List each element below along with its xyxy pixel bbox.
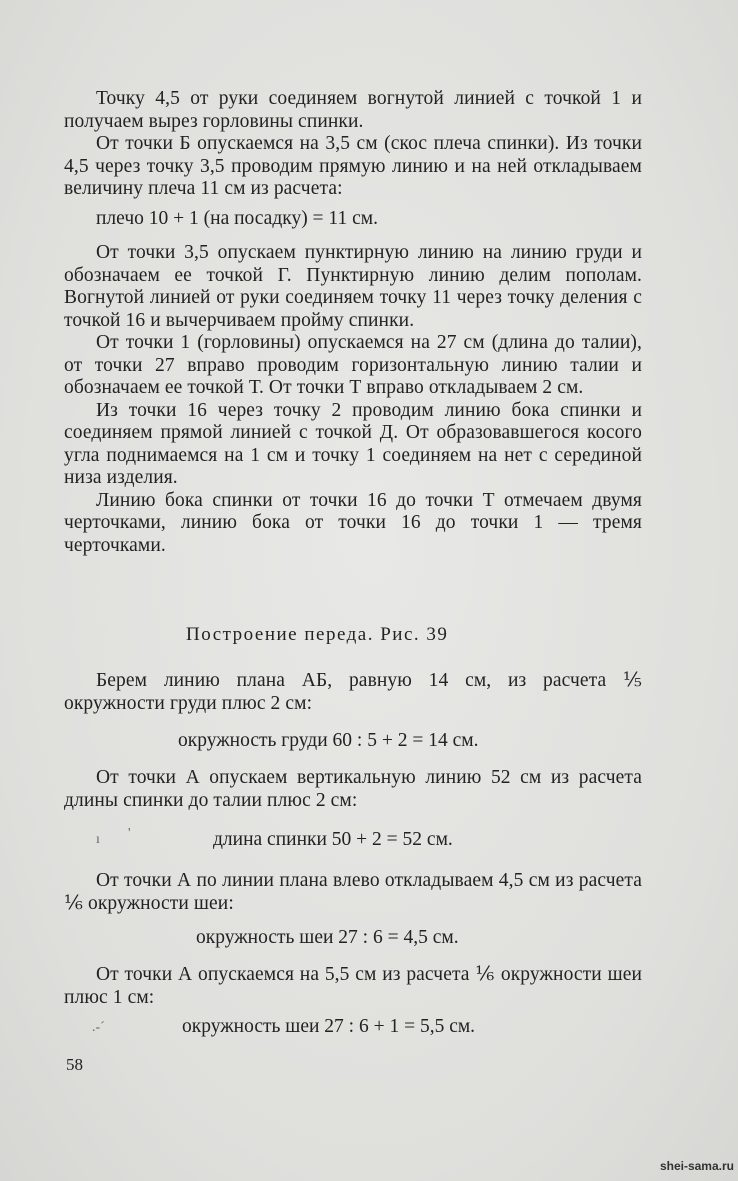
- text-block-5: [64, 870, 642, 915]
- text-block-3: [64, 670, 642, 715]
- text-block-4: [64, 767, 642, 812]
- paragraph: От точки А опускаем вертикальную линию 52 см из расчета длины спинки до талии плюс 2 см:: [64, 767, 642, 811]
- paragraph: Берем линию плана АБ, равную 14 см, из расчета ⅕ окружности груди плюс 2 см:: [64, 670, 642, 714]
- text-block-2: [64, 242, 642, 557]
- formula-shoulder: плечо 10 + 1 (на посадку) = 11 см.: [96, 208, 378, 229]
- formula-back-length: длина спинки 50 + 2 = 52 см.: [213, 829, 453, 850]
- paragraph: От точки 3,5 опускаем пунктирную линию на линию груди и обозначаем ее точкой Г. Пунктирную линию делим пополам. Вогнутой линией от руки соединяем точку 11 через точку деления с точкой 16 и вычерчиваем пройму спинки.: [64, 242, 642, 331]
- paragraph: От точки А опускаемся на 5,5 см из расчета ⅙ окружности шеи плюс 1 см:: [64, 964, 642, 1008]
- paragraph: От точки 1 (горловины) опускаемся на 27 см (длина до талии), от точки 27 вправо проводим горизонтальную линию талии и обозначаем ее точкой Т. От точки Т вправо откладываем 2 см.: [64, 332, 642, 398]
- page-number: 58: [66, 1055, 83, 1074]
- text-block-6: [64, 964, 642, 1009]
- section-heading: Построение переда. Рис. 39: [186, 624, 449, 645]
- print-speck: .-ˊ: [92, 1020, 105, 1035]
- formula-chest: окружность груди 60 : 5 + 2 = 14 см.: [178, 730, 479, 751]
- paragraph: От точки А по линии плана влево откладываем 4,5 см из расчета ⅙ окружности шеи:: [64, 870, 642, 914]
- paragraph: Из точки 16 через точку 2 проводим линию бока спинки и соединяем прямой линией с точкой Д. От образовавшегося косого угла поднимаемся на 1 см и точку 1 соединяем на нет с серединой низа изделия.: [64, 399, 642, 488]
- print-speck: ı: [96, 832, 100, 847]
- paragraph: От точки Б опускаемся на 3,5 см (скос плеча спинки). Из точки 4,5 через точку 3,5 проводим прямую линию и на ней откладываем величину плеча 11 см из расчета:: [64, 133, 642, 199]
- paragraph: Точку 4,5 от руки соединяем вогнутой линией с точкой 1 и получаем вырез горловины спинки.: [64, 88, 642, 132]
- paragraph: Линию бока спинки от точки 16 до точки Т отмечаем двумя черточками, линию бока от точки 16 до точки 1 — тремя черточками.: [64, 489, 642, 556]
- text-block-1: [64, 88, 642, 201]
- watermark: shei-sama.ru: [659, 1159, 734, 1173]
- formula-neck: окружность шеи 27 : 6 = 4,5 см.: [196, 927, 459, 948]
- print-speck: ': [128, 826, 131, 841]
- formula-neck-plus: окружность шеи 27 : 6 + 1 = 5,5 см.: [182, 1016, 476, 1037]
